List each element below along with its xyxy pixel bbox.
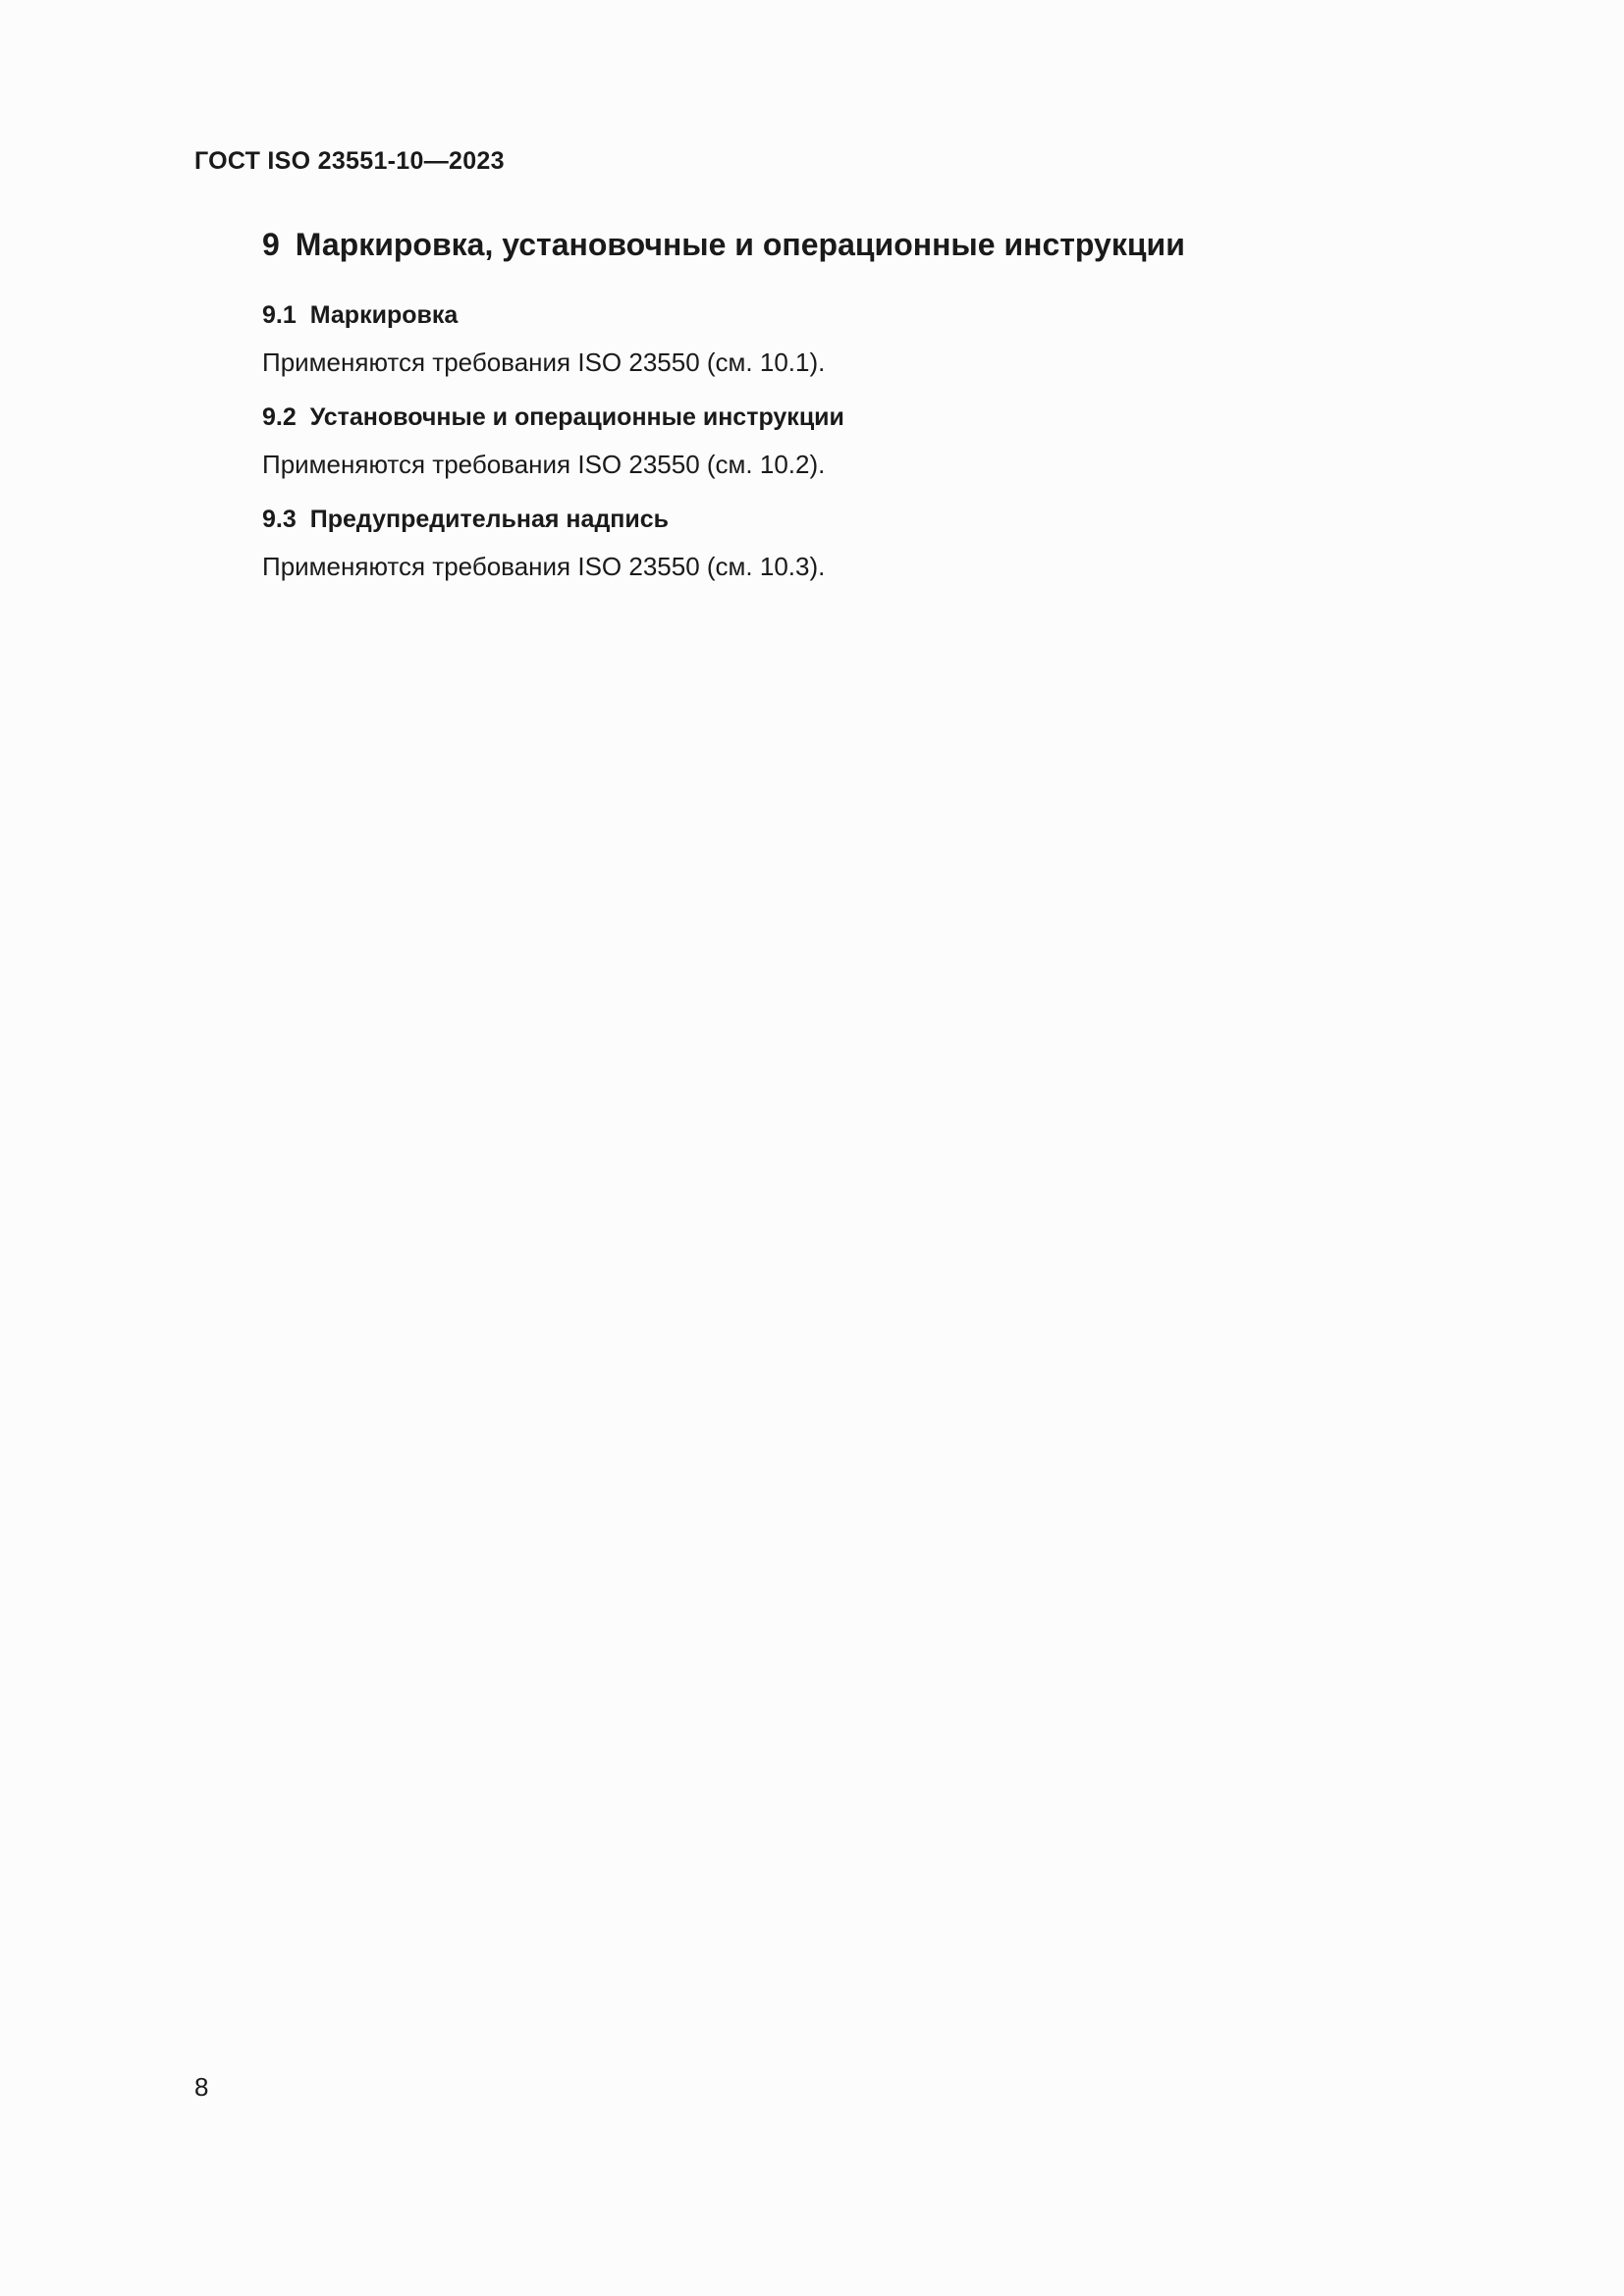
subsection-text: Применяются требования ISO 23550 (см. 10.3). [262,552,826,581]
subsection-heading [262,400,1421,434]
document-code-header: ГОСТ ISO 23551-10—2023 [194,147,505,175]
subsection-number: 9.3 [262,506,297,533]
subsection-title: Предупредительная надпись [309,506,670,533]
subsection-heading [262,503,1421,536]
section-9 [262,224,1421,583]
subsection-title: Установочные и операционные инструкции [309,403,844,431]
subsection-number: 9.1 [262,301,297,329]
subsection-title: Маркировка [309,301,459,329]
subsection-heading [262,298,1421,332]
section-heading [262,224,1421,265]
subsection-9-3 [262,503,1421,583]
subsection-9-2 [262,400,1421,481]
subsection-number: 9.2 [262,403,297,431]
page-number: 8 [194,2072,209,2102]
subsection-text: Применяются требования ISO 23550 (см. 10.2). [262,450,826,479]
subsection-text: Применяются требования ISO 23550 (см. 10.1). [262,347,826,377]
section-title: Маркировка, установочные и операционные инструкции [295,227,1185,262]
section-number: 9 [262,227,280,262]
subsection-9-1 [262,298,1421,379]
